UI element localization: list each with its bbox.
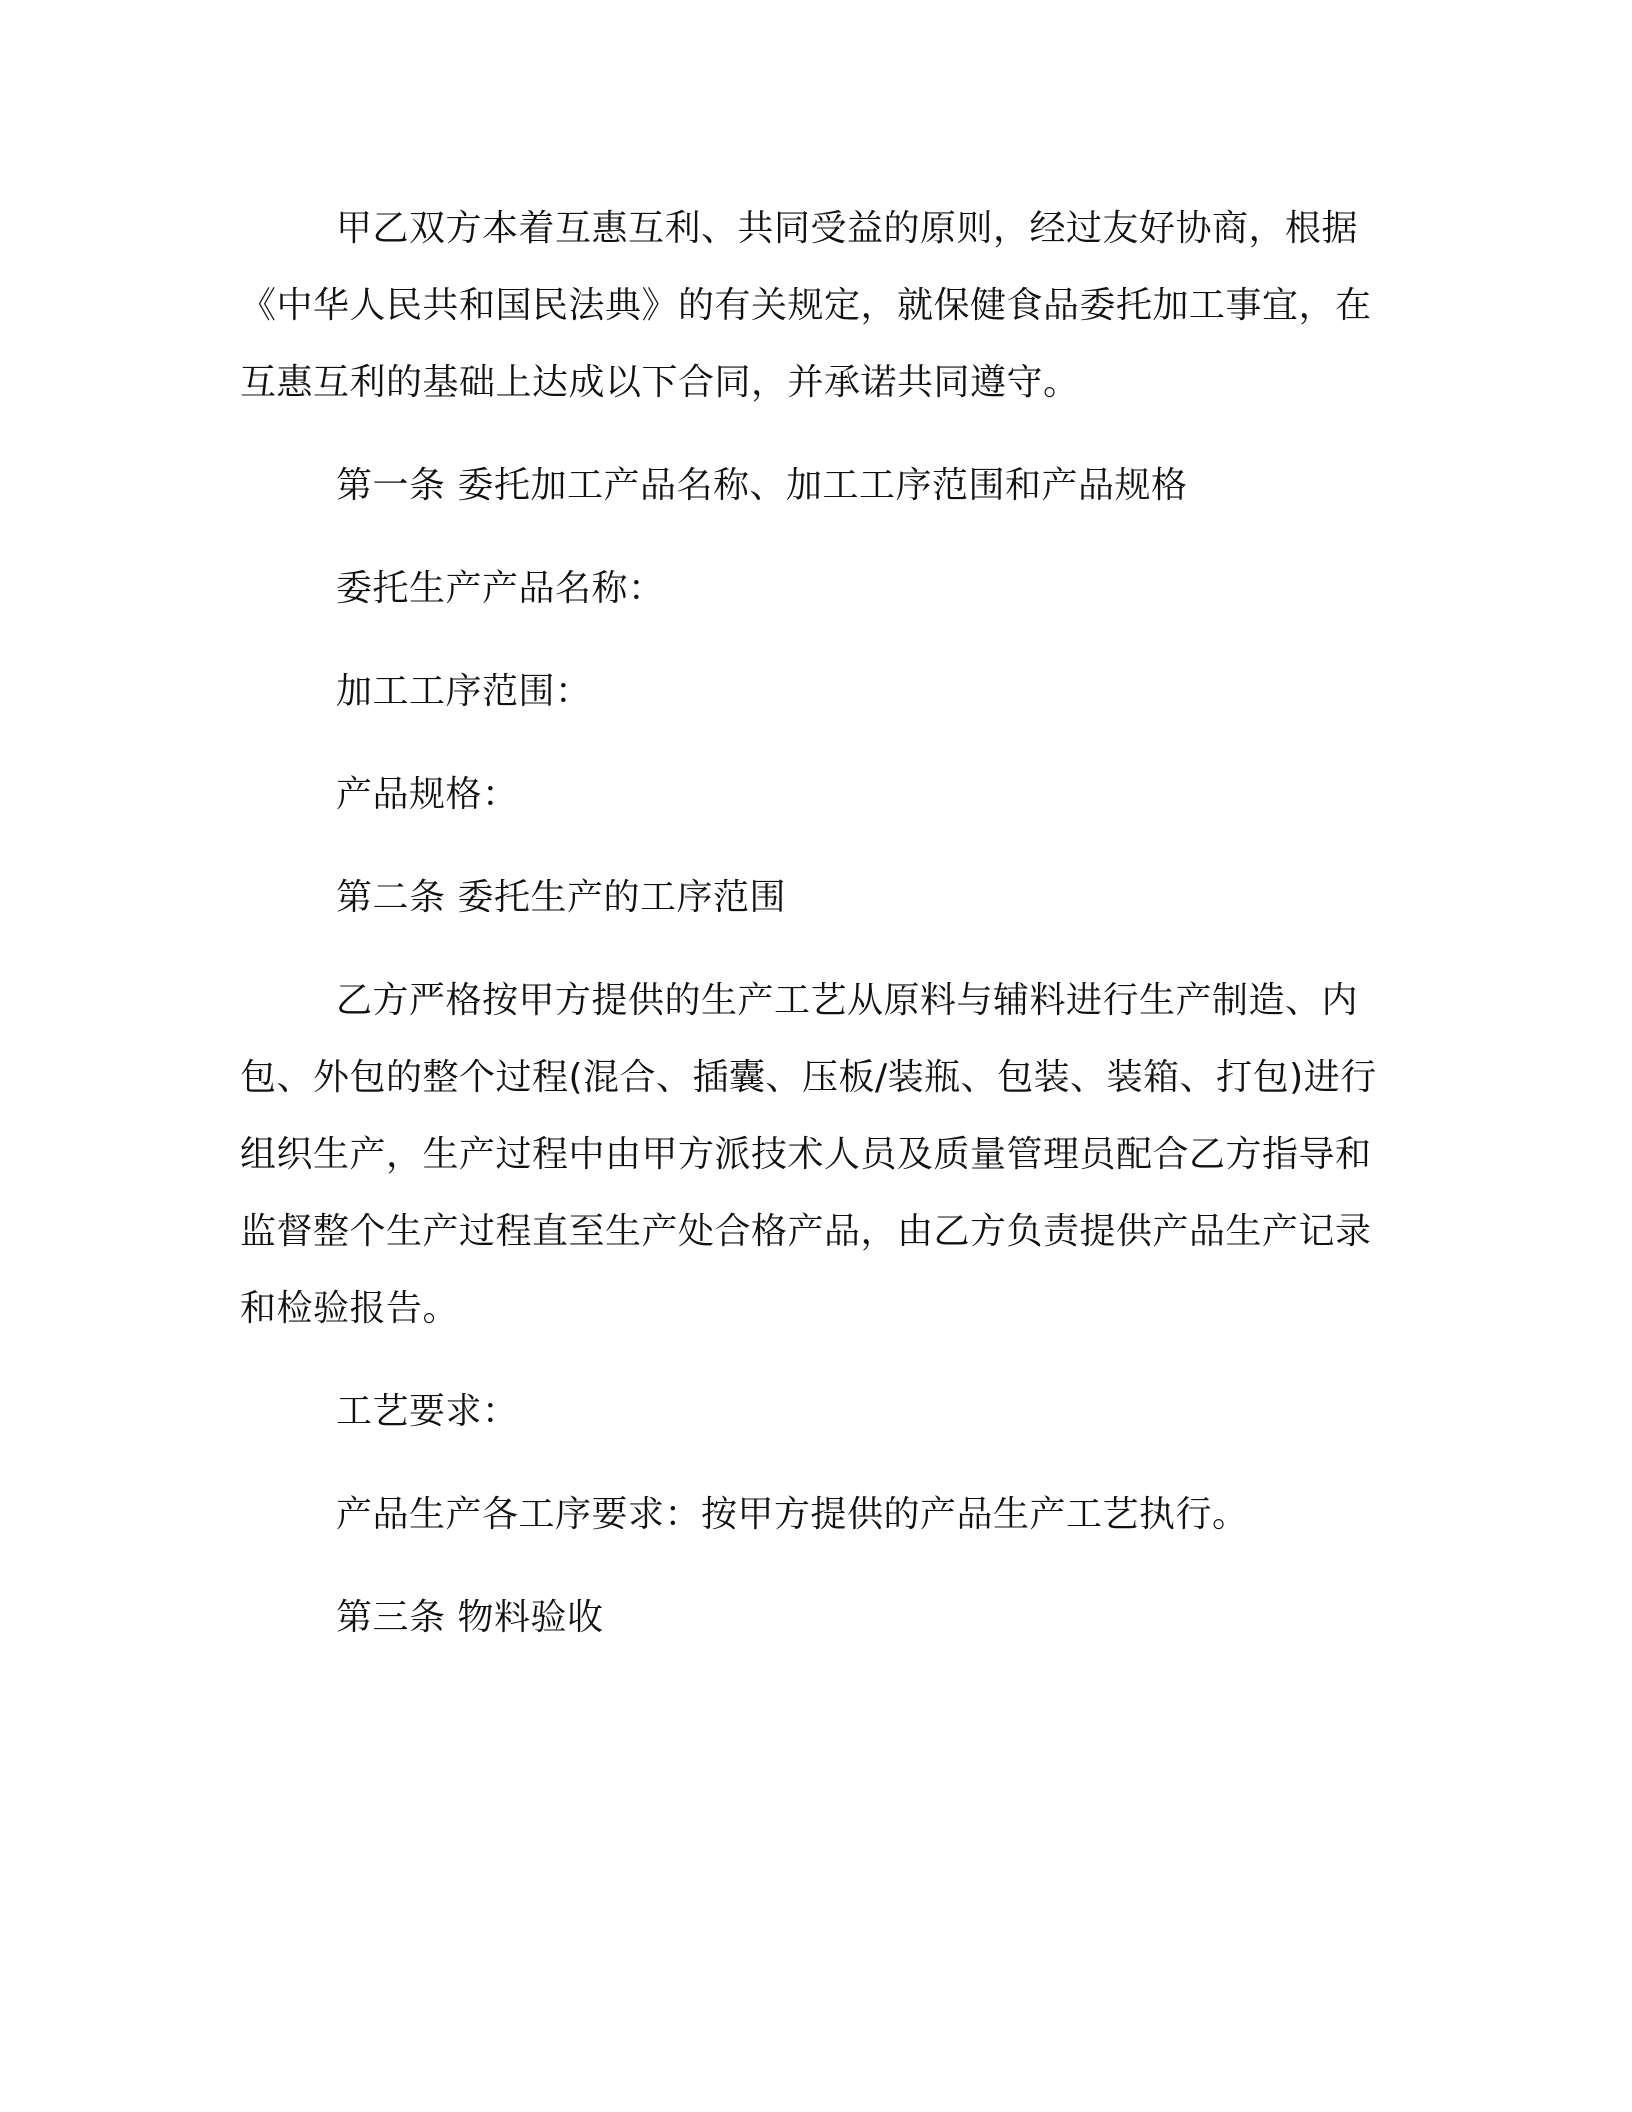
paragraph-spacer — [240, 421, 1380, 447]
process-requirements-field: 工艺要求： — [336, 1391, 519, 1432]
paragraph-preamble: 甲乙双方本着互惠互利、共同受益的原则，经过友好协商，根据《中华人民共和国民法典》的有关规定，就保健食品委托加工事宜，在互惠互利的基础上达成以下合同，并承诺共同遵守。 — [240, 208, 1372, 403]
paragraph-spacer — [240, 627, 1380, 653]
paragraph-spacer — [240, 1553, 1380, 1579]
article-3-heading: 第三条 物料验收 — [336, 1597, 604, 1638]
document-body — [240, 190, 1380, 1656]
article-1-heading: 第一条 委托加工产品名称、加工工序范围和产品规格 — [336, 465, 1188, 506]
paragraph-spacer — [240, 833, 1380, 859]
article-2-body: 乙方严格按甲方提供的生产工艺从原料与辅料进行生产制造、内包、外包的整个过程(混合、插囊、压板/装瓶、包装、装箱、打包)进行组织生产，生产过程中由甲方派技术人员及质量管理员配合乙方指导和监督整个生产过程直至生产处合格产品，由乙方负责提供产品生产记录和检验报告。 — [240, 980, 1377, 1329]
paragraph-spacer — [240, 524, 1380, 550]
product-name-field: 委托生产产品名称： — [336, 568, 665, 609]
paragraph-spacer — [240, 1450, 1380, 1476]
paragraph-spacer — [240, 936, 1380, 962]
product-spec-field: 产品规格： — [336, 774, 519, 815]
process-scope-field: 加工工序范围： — [336, 671, 592, 712]
article-2-heading: 第二条 委托生产的工序范围 — [336, 877, 786, 918]
process-step-requirements: 产品生产各工序要求：按甲方提供的产品生产工艺执行。 — [336, 1494, 1249, 1535]
paragraph-spacer — [240, 1347, 1380, 1373]
paragraph-spacer — [240, 730, 1380, 756]
